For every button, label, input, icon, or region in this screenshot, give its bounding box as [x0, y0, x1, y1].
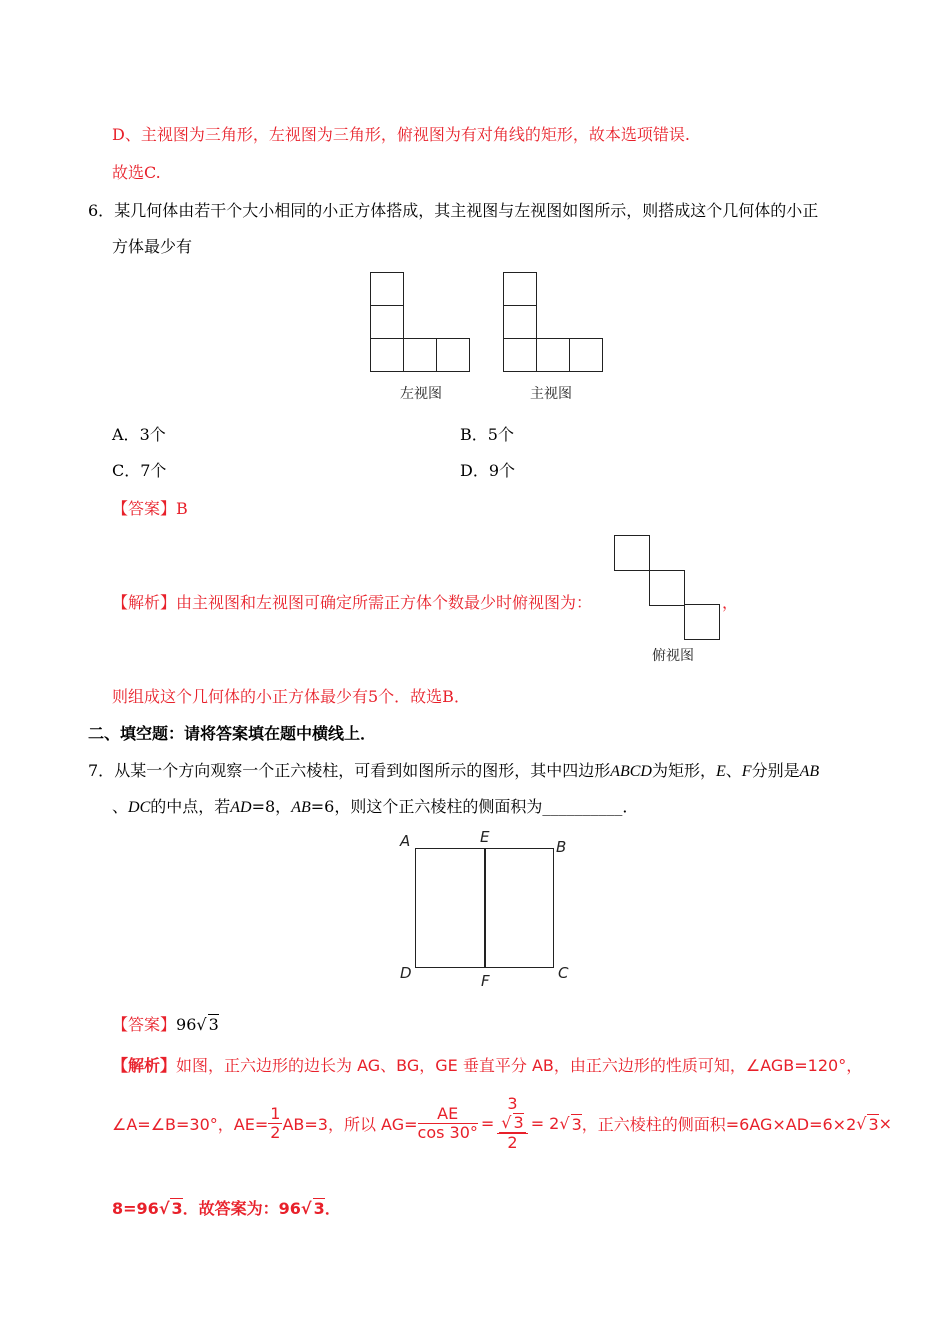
denominator: 2 [507, 1133, 518, 1152]
analysis-text: = 2 [530, 1114, 560, 1133]
option-text: 3个 [139, 425, 166, 444]
option-label: D． [460, 461, 489, 480]
main-view-caption: 主视图 [530, 386, 572, 402]
q7-var: DC [128, 799, 151, 816]
radicand: 3 [513, 1113, 524, 1132]
point-label-f: F [481, 972, 490, 990]
left-view-caption: 左视图 [400, 386, 442, 402]
sqrt-sign: √ [300, 1199, 312, 1218]
option-text: 9个 [488, 461, 516, 480]
q7-text: 、 [112, 797, 129, 816]
answer-tag: 【答案】 [112, 1015, 177, 1034]
q7-text: =6，则这个正六棱柱的侧面积为 [310, 797, 543, 816]
left-view-cube [370, 305, 404, 339]
main-view-cube [503, 272, 537, 306]
option-text: 7个 [140, 461, 167, 480]
top-view-cube [684, 604, 720, 640]
analysis-text: ∠A=∠B=30°，AE= [112, 1115, 269, 1134]
q7-stem-line1 [88, 758, 819, 781]
times-sign: × [878, 1114, 893, 1133]
top-view-cube [614, 535, 650, 571]
q6-option-a [112, 422, 166, 445]
analysis-text: 如图，正六边形的边长为 AG、BG，GE 垂直平分 AB，由正六边形的性质可知，∠AGB=120°， [176, 1056, 863, 1075]
left-view-cube [370, 338, 404, 372]
point-label-e: E [480, 828, 490, 846]
q6-option-b [460, 422, 514, 445]
analysis-text: 8=96 [112, 1199, 159, 1218]
q7-analysis-line2 [112, 1095, 892, 1175]
prev-option-d: D、主视图为三角形，左视图为三角形，俯视图为有对角线的矩形，故本选项错误. [112, 125, 690, 144]
num-three: 3 [507, 1094, 518, 1113]
point-label-a: A [400, 832, 411, 850]
answer-radicand: 3 [208, 1015, 219, 1034]
q7-var: ABCD [610, 763, 652, 780]
numerator: 1 [270, 1104, 281, 1123]
q7-var: AB [291, 799, 311, 816]
sqrt-sign: √ [196, 1015, 207, 1034]
section2-heading: 二、填空题：请将答案填在题中横线上． [88, 724, 377, 743]
q6-text-line1: 某几何体由若干个大小相同的小正方体搭成，其主视图与左视图如图所示，则搭成这个几何体的小正 [114, 201, 819, 220]
answer-coefficient: 96 [176, 1015, 197, 1034]
q7-text: 为矩形， [651, 761, 716, 780]
inner-fraction [499, 1113, 525, 1133]
radicand: 3 [571, 1114, 582, 1134]
q7-text: =8， [251, 797, 292, 816]
fraction-complex [497, 1095, 527, 1152]
analysis-text: 由主视图和左视图可确定所需正方体个数最少时俯视图为： [176, 593, 593, 612]
fraction-ae-cos [418, 1105, 478, 1142]
main-view-cube [569, 338, 603, 372]
answer-value: B [176, 499, 188, 518]
option-label: A． [112, 425, 140, 444]
left-view-cube [370, 272, 404, 306]
q6-analysis-conclusion: 则组成这个几何体的小正方体最少有5个．故选B． [112, 687, 470, 706]
q6-analysis-comma: ， [722, 593, 739, 612]
radicand: 3 [171, 1199, 183, 1218]
point-label-b: B [556, 838, 567, 856]
q6-analysis [112, 590, 592, 613]
q7-analysis-line1 [112, 1053, 862, 1076]
q7-var: E [716, 763, 726, 780]
q7-stem-line2 [112, 794, 638, 817]
sqrt-sign: √ [158, 1199, 170, 1218]
main-view-cube [503, 305, 537, 339]
q6-option-d [460, 458, 515, 481]
q7-text: ． [622, 797, 639, 816]
sqrt-sign: √ [501, 1113, 512, 1132]
q7-text: 、 [725, 761, 742, 780]
q6-answer [112, 496, 188, 519]
top-view-cube [649, 570, 685, 606]
q7-var: F [741, 763, 752, 780]
q7-text: 分别是 [751, 761, 800, 780]
answer-tag: 【答案】 [112, 499, 177, 518]
q7-number: 7． [88, 761, 115, 780]
denominator: cos 30° [417, 1123, 478, 1142]
point-label-d: D [400, 964, 412, 982]
radicand: 3 [868, 1114, 879, 1134]
top-view-caption: 俯视图 [652, 648, 694, 664]
numerator [497, 1095, 527, 1134]
fraction-half [268, 1105, 282, 1142]
analysis-text: AB=3，所以 AG= [282, 1115, 418, 1134]
q6-number: 6． [88, 201, 115, 220]
analysis-tag: 【解析】 [112, 1056, 177, 1075]
q7-text: 的中点，若 [150, 797, 231, 816]
denominator: 2 [270, 1123, 281, 1142]
analysis-text: ． [324, 1199, 341, 1218]
q7-text: 从某一个方向观察一个正六棱柱，可看到如图所示的图形，其中四边形 [114, 761, 611, 780]
q6-option-c [112, 458, 166, 481]
numerator: AE [418, 1105, 478, 1124]
option-text: 5个 [487, 425, 514, 444]
analysis-text: ，正六棱柱的侧面积=6AG×AD=6×2 [581, 1115, 857, 1134]
q7-var: AD [230, 799, 252, 816]
radicand: 3 [313, 1199, 325, 1218]
left-view-cube [403, 338, 437, 372]
q7-answer [112, 1012, 219, 1035]
left-view-cube [436, 338, 470, 372]
q6-stem-line1 [88, 198, 818, 221]
point-label-c: C [558, 964, 569, 982]
q6-text-line2: 方体最少有 [112, 237, 193, 256]
analysis-tag: 【解析】 [112, 593, 177, 612]
option-label: C． [112, 461, 141, 480]
answer-blank: __________ [542, 797, 623, 816]
analysis-text: ．故答案为：96 [182, 1199, 301, 1218]
segment-ef [484, 848, 486, 968]
sqrt-sign: √ [856, 1114, 867, 1133]
prev-conclusion: 故选C. [112, 163, 161, 182]
main-view-cube [536, 338, 570, 372]
sqrt-sign: √ [559, 1114, 570, 1133]
main-view-cube [503, 338, 537, 372]
q7-var: AB [799, 763, 820, 780]
equals: = [480, 1114, 495, 1133]
option-label: B． [460, 425, 488, 444]
q7-analysis-line3 [112, 1196, 341, 1219]
inner-numerator [499, 1113, 525, 1133]
